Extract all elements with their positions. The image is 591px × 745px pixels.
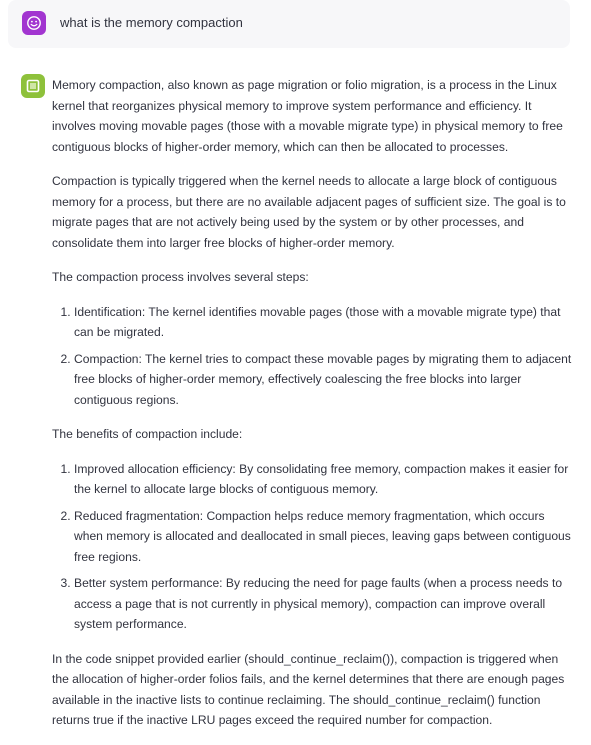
steps-list xyxy=(52,302,574,411)
assistant-paragraph: Compaction is typically triggered when the kernel needs to allocate a large block of contiguous memory for a process, but there are no available adjacent pages of sufficient size. The goal is to migrate pages that are not actively being used by the system or by other processes, and consolidate them into larger free blocks of higher-order memory. xyxy=(52,174,566,250)
user-message xyxy=(8,0,570,48)
user-message-text: what is the memory compaction xyxy=(60,15,243,30)
assistant-paragraph: Memory compaction, also known as page migration or folio migration, is a process in the Linux kernel that reorganizes physical memory to improve system performance and efficiency. It involves moving movable pages (those with a movable migrate type) in physical memory to free contiguous blocks of higher-order memory, which can then be allocated to processes. xyxy=(52,78,563,154)
benefits-list xyxy=(52,459,574,635)
assistant-paragraph: The compaction process involves several steps: xyxy=(52,270,309,284)
list-item: 2. Reduced fragmentation: Compaction helps reduce memory fragmentation, which occurs when memory is allocated and deallocated in small pieces, leaving gaps between contiguous free regions. xyxy=(74,506,574,568)
user-avatar xyxy=(22,11,46,35)
list-item: 2. Compaction: The kernel tries to compact these movable pages by migrating them to adjacent free blocks of higher-order memory, effectively coalescing the free blocks into larger contiguous regions. xyxy=(74,349,574,411)
assistant-message xyxy=(52,75,574,745)
list-item: 1. Improved allocation efficiency: By consolidating free memory, compaction makes it easier for the kernel to allocate large blocks of contiguous memory. xyxy=(74,459,574,500)
square-icon xyxy=(26,79,40,93)
assistant-paragraph: The benefits of compaction include: xyxy=(52,427,243,441)
list-item: 3. Better system performance: By reducing the need for page faults (when a process needs to access a page that is not currently in physical memory), compaction can improve overall system performance. xyxy=(74,573,574,635)
smiley-face-icon xyxy=(26,15,42,31)
list-item: 1. Identification: The kernel identifies movable pages (those with a movable migrate type) that can be migrated. xyxy=(74,302,574,343)
assistant-avatar xyxy=(21,74,45,98)
assistant-paragraph: In the code snippet provided earlier (should_continue_reclaim()), compaction is triggered when the allocation of higher-order folios fails, and the kernel determines that there are enough pages available in the inactive lists to continue reclaiming. The should_continue_reclaim() function returns true if the inactive LRU pages exceed the required number for compaction. xyxy=(52,651,565,727)
